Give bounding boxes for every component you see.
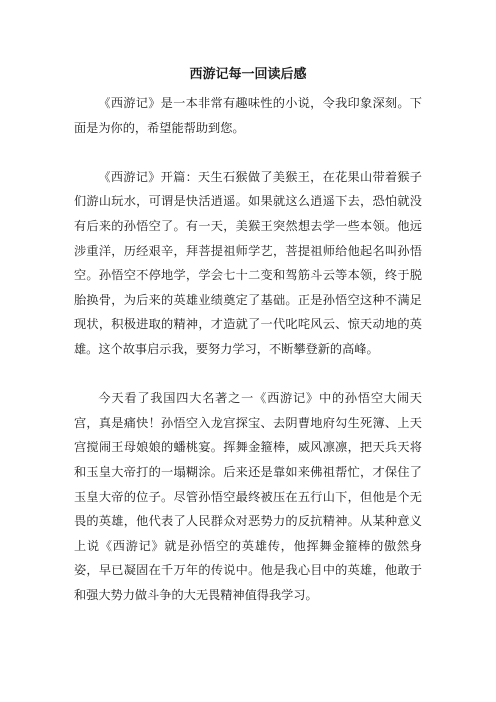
body-paragraph-1: 《西游记》开篇：天生石猴做了美猴王，在花果山带着猴子们游山玩水，可谓是快活逍遥。如果就这么逍遥下去，恐怕就没有后来的孙悟空了。有一天，美猴王突然想去学一些本领。他远涉重洋，历经艰辛，拜菩提祖师学艺，菩提祖师给他起名叫孙悟空。孙悟空不停地学，学会七十二变和驾筋斗云等本领，终于脱胎换骨，为后来的英雄业绩奠定了基础。正是孙悟空这种不满足现状，积极进取的精神，才造就了一代叱咤风云、惊天动地的英雄。这个故事启示我，要努力学习，不断攀登新的高峰。 <box>74 169 422 356</box>
intro-paragraph: 《西游记》是一本非常有趣味性的小说，令我印象深刻。下面是为你的，希望能帮助到您。 <box>74 96 422 135</box>
body-paragraph-2: 今天看了我国四大名著之一《西游记》中的孙悟空大闹天宫，真是痛快！孙悟空入龙宫探宝、去阴曹地府勾生死簿、上天宫搅闹王母娘娘的蟠桃宴。挥舞金箍棒，威风凛凛，把天兵天将和玉皇大帝打的一塌糊涂。后来还是靠如来佛祖帮忙，才保住了玉皇大帝的位子。尽管孙悟空最终被压在五行山下，但他是个无畏的英雄，他代表了人民群众对恶势力的反抗精神。从某种意义上说《西游记》就是孙悟空的英雄传，他挥舞金箍棒的傲然身姿，早已凝固在千万年的传说中。他是我心目中的英雄，他敢于和强大势力做斗争的大无畏精神值得我学习。 <box>74 391 422 602</box>
paragraph-gap <box>74 362 422 387</box>
paragraph-gap <box>74 140 422 165</box>
document-title: 西游记每一回读后感 <box>189 67 307 82</box>
